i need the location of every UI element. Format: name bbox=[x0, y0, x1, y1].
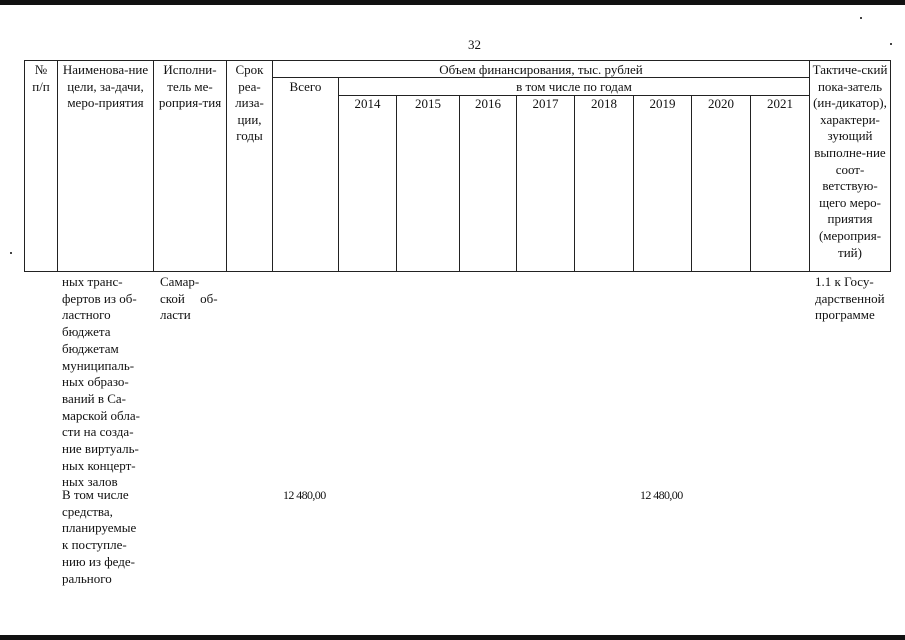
row-1-executor: Самар- ской об- ласти bbox=[160, 274, 218, 323]
header-year: 2016 bbox=[475, 96, 501, 111]
row-2-2019-amount: 12 480,00 bbox=[640, 488, 683, 502]
header-indicator: Тактиче-ский пока-затель (ин-дикатор), характери-зующий выполне-ние соот-ветствую-щего меро-приятия (мероприя-тий) bbox=[812, 62, 888, 260]
bottom-edge-bar bbox=[0, 635, 905, 640]
page-number: 32 bbox=[468, 37, 481, 52]
row-1-name: ных транс- фертов из об- ластного бюджета бюджетам муниципаль- ных образо- ваний в Са- марской обла- сти на созда- ние виртуаль- ных концерт- ных залов bbox=[62, 274, 140, 490]
header-year: 2021 bbox=[767, 96, 793, 111]
header-col-number: № п/п bbox=[32, 62, 50, 94]
header-year: 2019 bbox=[649, 96, 676, 111]
header-total: Всего bbox=[289, 79, 322, 94]
header-col-executor: Исполни-тель ме-роприя-тия bbox=[158, 62, 222, 111]
row-2-name: В том числе средства, планируемые к поступле- нию из феде- рального bbox=[62, 487, 137, 586]
header-year: 2015 bbox=[415, 96, 441, 111]
header-financing-title: Объем финансирования, тыс. рублей bbox=[439, 62, 643, 77]
header-year: 2014 bbox=[354, 96, 381, 111]
header-year: 2020 bbox=[708, 96, 734, 111]
table-header bbox=[0, 0, 905, 280]
header-year: 2018 bbox=[591, 96, 617, 111]
header-year: 2017 bbox=[532, 96, 559, 111]
row-1-indicator: 1.1 к Госу- дарственной программе bbox=[815, 274, 885, 323]
header-col-term: Срок реа-лиза-ции, годы bbox=[235, 62, 264, 144]
row-2-total-amount: 12 480,00 bbox=[283, 488, 326, 502]
header-col-name: Наименова-ние цели, за-дачи, меро-приятия bbox=[62, 62, 149, 111]
header-by-years: в том числе по годам bbox=[516, 79, 632, 94]
